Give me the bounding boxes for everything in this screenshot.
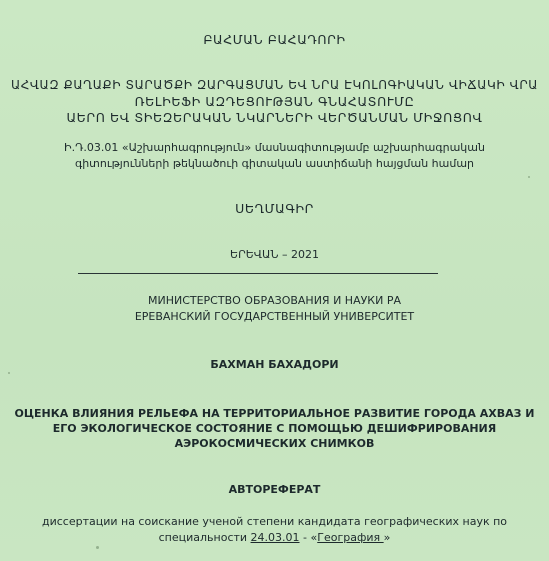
russian-author-name: БАХМАН БАХАДОРИ [210,358,339,371]
separator-rule [78,273,438,274]
russian-ministry-line-2: ЕРЕВАНСКИЙ ГОСУДАРСТВЕННЫЙ УНИВЕРСИТЕТ [134,310,415,323]
armenian-specialty-line-1: Ի.Դ.03.01 «Աշխարհագրություն» մասնագիտությամբ աշխարհագրական [64,141,485,154]
russian-ministry-line-1: МИНИСТЕРСТВО ОБРАЗОВАНИЯ И НАУКИ РА [147,294,401,307]
specialty-code: 24.03.01 [250,531,300,544]
russian-title-line-3: АЭРОКОСМИЧЕСКИХ СНИМКОВ [174,437,375,450]
russian-document-type: АВТОРЕФЕРАТ [228,483,321,496]
armenian-specialty-line-2: գիտությունների թեկնածուի գիտական աստիճանի հայցման համար [74,157,475,170]
specialty-separator: - « [299,531,318,544]
russian-dissertation-line: диссертации на соискание ученой степени кандидата географических наук по [41,515,508,528]
armenian-title-line-2: ՌԵԼԻԵՖԻ ԱԶԴԵՑՈՒԹՅԱՆ ԳՆԱՀԱՏՈՒՄԸ [134,94,415,109]
paper-speck [528,176,530,178]
armenian-document-type: ՍԵՂՄԱԳԻՐ [235,201,314,216]
specialty-name: География [317,531,384,544]
specialty-suffix: » [383,531,391,544]
paper-speck [96,546,99,549]
armenian-title-line-3: ԱԵՐՈ ԵՎ ՏԻԵԶԵՐԱԿԱՆ ՆԿԱՐՆԵՐԻ ՎԵՐԾԱՆՄԱՆ ՄԻՋՈՑՈՎ [66,110,483,125]
armenian-city-year: ԵՐԵՎԱՆ – 2021 [230,248,319,261]
russian-specialty-line [0,531,549,544]
paper-speck [8,372,10,374]
russian-title-line-2: ЕГО ЭКОЛОГИЧЕСКОЕ СОСТОЯНИЕ С ПОМОЩЬЮ ДЕШИФРИРОВАНИЯ [52,422,497,435]
armenian-author-name: ԲԱՀՄԱՆ ԲԱՀԱԴՈՐԻ [203,32,346,47]
russian-title-line-1: ОЦЕНКА ВЛИЯНИЯ РЕЛЬЕФА НА ТЕРРИТОРИАЛЬНОЕ РАЗВИТИЕ ГОРОДА АХВАЗ И [14,407,535,420]
armenian-title-line-1: ԱՀՎԱԶ ՔԱՂԱՔԻ ՏԱՐԱԾՔԻ ԶԱՐԳԱՑՄԱՆ ԵՎ ՆՐԱ ԷԿՈԼՈԳԻԱԿԱՆ ՎԻՃԱԿԻ ՎՐԱ [10,78,539,92]
specialty-prefix: специальности [158,531,251,544]
